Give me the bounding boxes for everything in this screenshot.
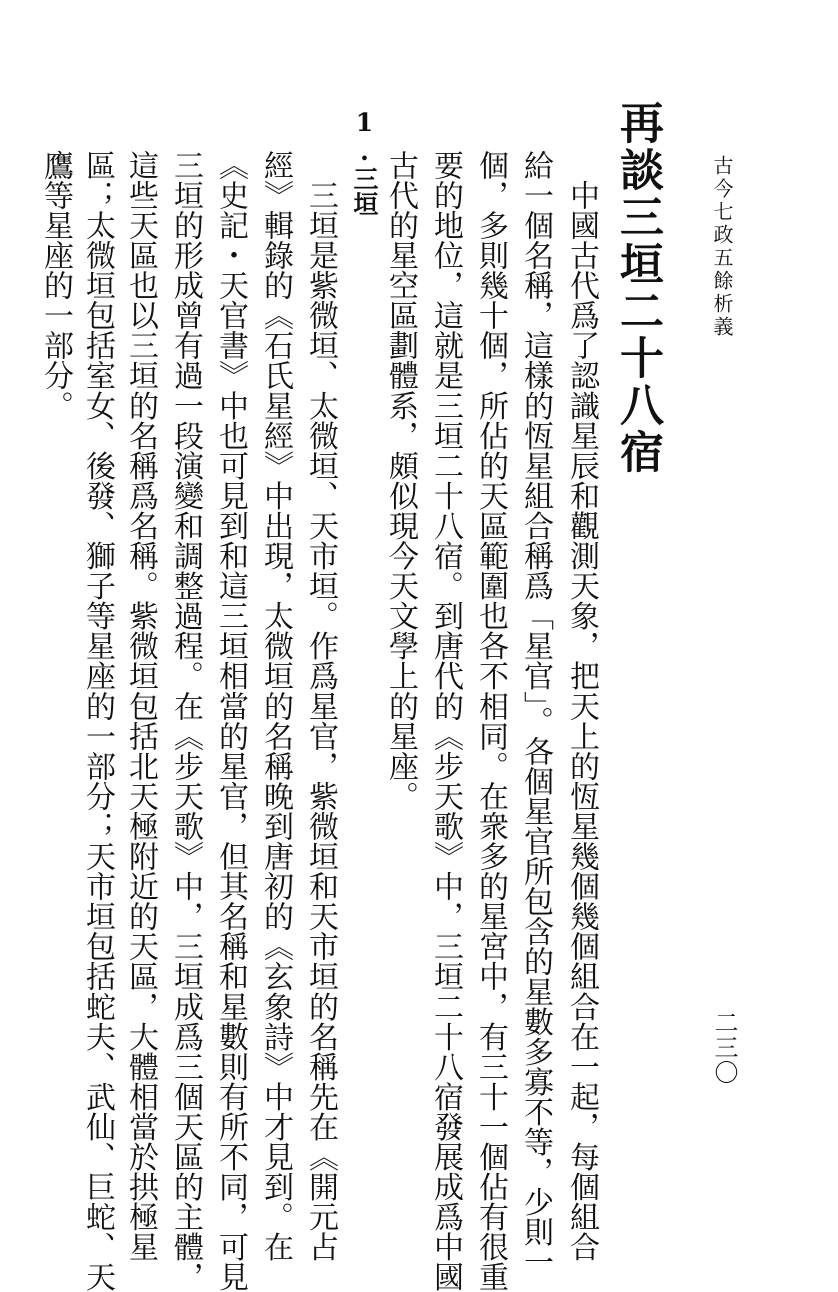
running-header: 古今七政五餘析義 [710,155,734,339]
text-column-4: 要的地位，這就是三垣二十八宿。到唐代的《步天歌》中，三垣二十八宿發展成爲中國 [428,150,463,1292]
text-column-6: 三垣是紫微垣、太微垣、天市垣。作爲星官，紫微垣和天市垣的名稱先在《開元占 [303,150,338,1262]
text-column-10: 這些天區也以三垣的名稱爲名稱。紫微垣包括北天極附近的天區，大體相當於拱極星 [123,150,158,1262]
text-column-3: 個，多則幾十個，所佔的天區範圍也各不相同。在衆多的星宮中，有三十一個佔有很重 [473,150,508,1292]
section-heading: 1.三垣 [350,108,379,216]
text-column-5: 古代的星空區劃體系，頗似現今天文學上的星座。 [383,150,418,812]
text-column-12: 鷹等星座的一部分。 [38,150,73,421]
text-column-1: 中國古代爲了認識星辰和觀測天象，把天上的恆星幾個幾個組合在一起，每個組合 [564,150,599,1262]
page-number: 二三〇 [710,1010,738,1085]
text-column-11: 區；太微垣包括室女、後發、獅子等星座的一部分；天市垣包括蛇夫、武仙、巨蛇、天 [80,150,115,1292]
text-column-7: 經》輯錄的《石氏星經》中出現，太微垣的名稱晚到唐初的《玄象詩》中才見到。在 [258,150,293,1262]
chapter-title: 再談三垣二十八宿 [612,100,663,476]
text-column-2: 給一個名稱，這樣的恆星組合稱爲「星官」。各個星官所包含的星數多寡不等，少則一 [518,150,553,1277]
text-column-9: 三垣的形成曾有過一段演變和調整過程。在《步天歌》中，三垣成爲三個天區的主體， [168,150,203,1292]
text-column-8: 《史記・天官書》中也可見到和這三垣相當的星官，但其名稱和星數則有所不同，可見 [213,150,248,1292]
